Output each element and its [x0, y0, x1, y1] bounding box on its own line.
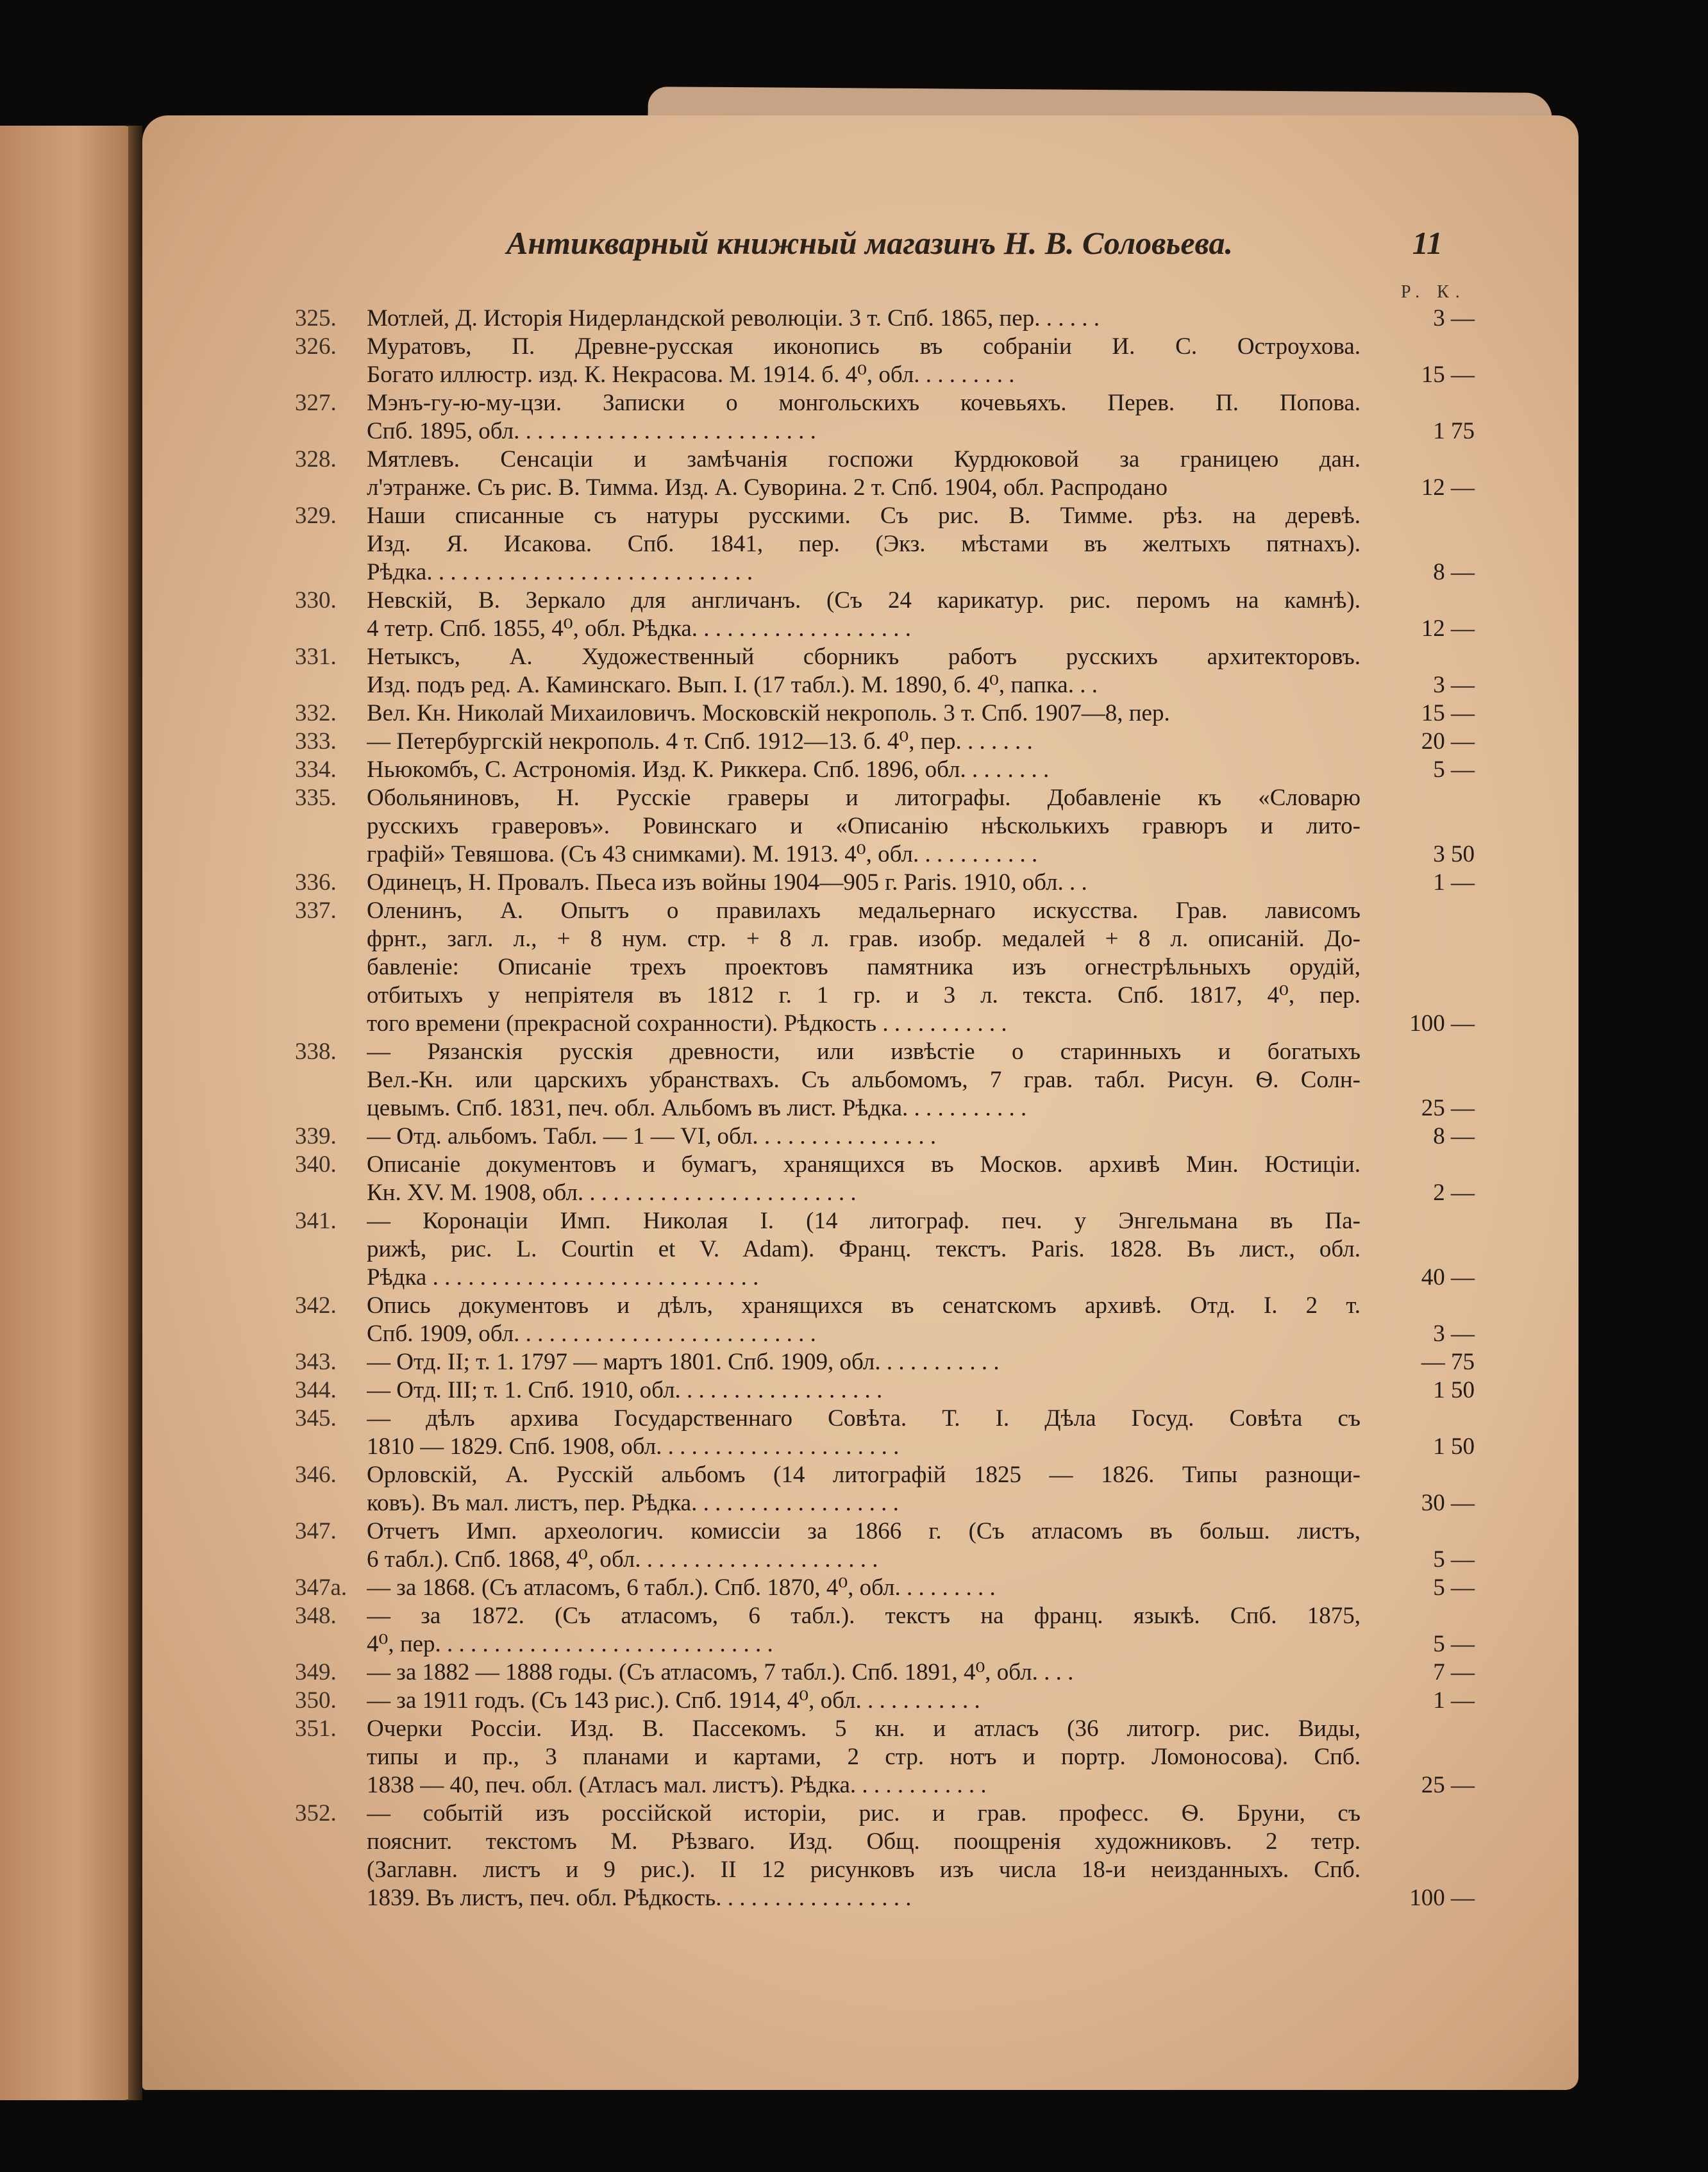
entry-price: 15 —	[1421, 700, 1475, 726]
entry-text-line: 6 табл.). Спб. 1868, 4⁰, обл. . . . . . . . . . . . . . . . . . . . .	[367, 1546, 878, 1573]
entry-text-line: 4 тетр. Спб. 1855, 4⁰, обл. Рѣдка. . . . . . . . . . . . . . . . . . .	[367, 615, 912, 642]
price-column-heading: Р. К.	[1401, 282, 1466, 302]
entry-number: 347а.	[295, 1575, 347, 1601]
entry-number: 347.	[295, 1518, 337, 1544]
entry-text-line: отбитыхъ у непріятеля въ 1812 г. 1 гр. и 3 л. текста. Спб. 1817, 4⁰, пер.	[367, 982, 1361, 1008]
catalog-entry	[295, 1038, 1475, 1123]
book-gutter	[128, 126, 142, 2100]
entry-text-line: Очерки Россіи. Изд. В. Пассекомъ. 5 кн. и атласъ (36 литогр. рис. Виды,	[367, 1716, 1361, 1742]
entry-number: 329.	[295, 503, 337, 529]
entry-number: 348.	[295, 1603, 337, 1629]
entry-text-line: Спб. 1909, обл. . . . . . . . . . . . . . . . . . . . . . . . . .	[367, 1321, 816, 1347]
entry-text-line: — за 1872. (Съ атласомъ, 6 табл.). текстъ на франц. языкѣ. Спб. 1875,	[367, 1603, 1361, 1629]
catalog-entry	[295, 1658, 1475, 1687]
entry-text-line: — Отд. альбомъ. Табл. — 1 — VI, обл. . . . . . . . . . . . . . . .	[367, 1123, 937, 1149]
entry-price: 2 —	[1433, 1180, 1475, 1206]
entry-text-line: Муратовъ, П. Древне-русская иконопись въ собраніи И. С. Остроухова.	[367, 333, 1361, 360]
entry-text-line: — за 1882 — 1888 годы. (Съ атласомъ, 7 табл.). Спб. 1891, 4⁰, обл. . . .	[367, 1659, 1074, 1685]
entry-text-line: л'этранже. Съ рис. В. Тимма. Изд. А. Суворина. 2 т. Спб. 1904, обл. Распродано	[367, 474, 1168, 501]
page-title: Антикварный книжный магазинъ Н. В. Соловьева.	[507, 225, 1234, 261]
catalog-entry	[295, 1800, 1475, 1912]
entry-number: 328.	[295, 446, 337, 472]
entry-text-line: — дѣлъ архива Государственнаго Совѣта. Т. I. Дѣла Госуд. Совѣта съ	[367, 1405, 1361, 1432]
entry-price: 5 —	[1433, 1546, 1475, 1573]
catalog-entry	[295, 869, 1475, 897]
entry-text-line: цевымъ. Спб. 1831, печ. обл. Альбомъ въ лист. Рѣдка. . . . . . . . . . .	[367, 1095, 1027, 1121]
entry-text-line: Рѣдка . . . . . . . . . . . . . . . . . . . . . . . . . . . .	[367, 1264, 759, 1291]
entry-text-line: — Отд. III; т. 1. Спб. 1910, обл. . . . . . . . . . . . . . . . . .	[367, 1377, 883, 1403]
entry-number: 341.	[295, 1208, 337, 1234]
catalog-entry	[295, 643, 1475, 699]
catalog-entry	[295, 1715, 1475, 1800]
entry-text-line: — Петербургскій некрополь. 4 т. Спб. 1912—13. б. 4⁰, пер. . . . . . .	[367, 728, 1033, 755]
entry-text-line: Изд. Я. Исакова. Спб. 1841, пер. (Экз. мѣстами въ желтыхъ пятнахъ).	[367, 531, 1361, 557]
entry-price: 3 50	[1433, 841, 1475, 867]
entry-number: 337.	[295, 898, 337, 924]
entry-number: 352.	[295, 1800, 337, 1826]
entry-text-line: графій» Тевяшова. (Съ 43 снимками). М. 1913. 4⁰, обл. . . . . . . . . . .	[367, 841, 1038, 867]
entry-text-line: Вел.-Кн. или царскихъ убранствахъ. Съ альбомомъ, 7 грав. табл. Рисун. Ѳ. Солн-	[367, 1067, 1361, 1093]
catalog-entry	[295, 1405, 1475, 1461]
catalog-entry	[295, 502, 1475, 587]
entry-number: 346.	[295, 1462, 337, 1488]
entry-text-line: того времени (прекрасной сохранности). Рѣдкость . . . . . . . . . . .	[367, 1010, 1007, 1037]
catalog-entry	[295, 446, 1475, 502]
catalog-entry	[295, 333, 1475, 389]
entry-price: 25 —	[1421, 1095, 1475, 1121]
entry-price: 3 —	[1433, 305, 1475, 331]
entry-text-line: Ньюкомбъ, С. Астрономія. Изд. К. Риккера. Спб. 1896, обл. . . . . . . .	[367, 756, 1050, 783]
entry-number: 349.	[295, 1659, 337, 1685]
entry-text-line: Мотлей, Д. Исторія Нидерландской революціи. 3 т. Спб. 1865, пер. . . . . .	[367, 305, 1100, 331]
catalog-entry	[295, 728, 1475, 756]
entry-number: 345.	[295, 1405, 337, 1432]
entry-text-line: — Отд. II; т. 1. 1797 — мартъ 1801. Спб. 1909, обл. . . . . . . . . . .	[367, 1349, 1000, 1375]
catalog-entry	[295, 1151, 1475, 1207]
entry-number: 332.	[295, 700, 337, 726]
catalog-entry	[295, 1574, 1475, 1602]
left-page-edge	[0, 126, 136, 2100]
entry-text-line: бавленіе: Описаніе трехъ проектовъ памятника изъ огнестрѣльныхъ орудій,	[367, 954, 1361, 980]
entry-number: 335.	[295, 785, 337, 811]
entry-text-line: Орловскій, А. Русскій альбомъ (14 литографій 1825 — 1826. Типы разнощи-	[367, 1462, 1361, 1488]
entry-number: 351.	[295, 1716, 337, 1742]
entry-number: 338.	[295, 1039, 337, 1065]
entry-text-line: 1839. Въ листъ, печ. обл. Рѣдкость. . . . . . . . . . . . . . . . .	[367, 1885, 912, 1911]
entry-number: 331.	[295, 644, 337, 670]
entry-number: 325.	[295, 305, 337, 331]
entry-price: 1 75	[1433, 418, 1475, 444]
entry-text-line: типы и пр., 3 планами и картами, 2 стр. нотъ и портр. Ломоносова). Спб.	[367, 1744, 1361, 1770]
entry-price: 1 —	[1433, 1687, 1475, 1714]
entry-price: 8 —	[1433, 1123, 1475, 1149]
entry-price: 1 50	[1433, 1377, 1475, 1403]
entry-number: 350.	[295, 1687, 337, 1714]
entry-price: 8 —	[1433, 559, 1475, 585]
entry-number: 333.	[295, 728, 337, 755]
entry-text-line: ковъ). Въ мал. листъ, пер. Рѣдка. . . . . . . . . . . . . . . . . .	[367, 1490, 899, 1516]
catalog-entry	[295, 1687, 1475, 1715]
entry-price: 12 —	[1421, 615, 1475, 642]
entry-text-line: Изд. подъ ред. А. Каминскаго. Вып. I. (17 табл.). М. 1890, б. 4⁰, папка. . .	[367, 672, 1098, 698]
entry-text-line: — за 1868. (Съ атласомъ, 6 табл.). Спб. 1870, 4⁰, обл. . . . . . . . .	[367, 1575, 996, 1601]
entry-text-line: Спб. 1895, обл. . . . . . . . . . . . . . . . . . . . . . . . . .	[367, 418, 816, 444]
entry-text-line: Вел. Кн. Николай Михаиловичъ. Московскій некрополь. 3 т. Спб. 1907—8, пер.	[367, 700, 1170, 726]
entry-text-line: 1810 — 1829. Спб. 1908, обл. . . . . . . . . . . . . . . . . . . . .	[367, 1433, 900, 1460]
catalog-entry	[295, 756, 1475, 784]
entry-price: 25 —	[1421, 1772, 1475, 1798]
catalog-entry	[295, 699, 1475, 728]
catalog-entry	[295, 1207, 1475, 1292]
entry-text-line: Наши списанные съ натуры русскими. Съ рис. В. Тимме. рѣз. на деревѣ.	[367, 503, 1361, 529]
entry-price: 3 —	[1433, 672, 1475, 698]
entry-text-line: 4⁰, пер. . . . . . . . . . . . . . . . . . . . . . . . . . . . .	[367, 1631, 773, 1657]
entry-text-line: — за 1911 годъ. (Съ 143 рис.). Спб. 1914, 4⁰, обл. . . . . . . . . . .	[367, 1687, 980, 1714]
catalog-entry	[295, 1123, 1475, 1151]
entry-price: 1 —	[1433, 869, 1475, 896]
catalog-entry	[295, 1461, 1475, 1517]
catalog-entry	[295, 897, 1475, 1038]
entry-text-line: — Рязанскія русскія древности, или извѣстіе о старинныхъ и богатыхъ	[367, 1039, 1361, 1065]
entry-number: 342.	[295, 1292, 337, 1319]
entry-number: 330.	[295, 587, 337, 614]
page-number: 11	[1412, 225, 1443, 261]
entry-price: 20 —	[1421, 728, 1475, 755]
entry-price: 1 50	[1433, 1433, 1475, 1460]
entry-number: 339.	[295, 1123, 337, 1149]
entry-text-line: пояснит. текстомъ М. Рѣзваго. Изд. Общ. поощренія художниковъ. 2 тетр.	[367, 1828, 1361, 1855]
entry-number: 326.	[295, 333, 337, 360]
entry-price: — 75	[1421, 1349, 1475, 1375]
entry-text-line: Оленинъ, А. Опытъ о правилахъ медальернаго искусства. Грав. лависомъ	[367, 898, 1361, 924]
entry-text-line: — событій изъ россійской исторіи, рис. и грав. професс. Ѳ. Бруни, съ	[367, 1800, 1361, 1826]
entry-text-line: Обольяниновъ, Н. Русскіе граверы и литографы. Добавленіе къ «Словарю	[367, 785, 1361, 811]
entry-text-line: Богато иллюстр. изд. К. Некрасова. М. 1914. б. 4⁰, обл. . . . . . . . .	[367, 362, 1015, 388]
entry-price: 5 —	[1433, 1631, 1475, 1657]
catalog-entry	[295, 1376, 1475, 1405]
catalog-entry	[295, 389, 1475, 446]
entry-price: 5 —	[1433, 1575, 1475, 1601]
entry-text-line: — Коронаціи Имп. Николая I. (14 литограф. печ. у Энгельмана въ Па-	[367, 1208, 1361, 1234]
entry-text-line: Опись документовъ и дѣлъ, хранящихся въ сенатскомъ архивѣ. Отд. I. 2 т.	[367, 1292, 1361, 1319]
entry-text-line: 1838 — 40, печ. обл. (Атласъ мал. листъ). Рѣдка. . . . . . . . . . . .	[367, 1772, 987, 1798]
entry-number: 327.	[295, 390, 337, 416]
entry-number: 336.	[295, 869, 337, 896]
entry-price: 100 —	[1409, 1885, 1475, 1911]
entry-text-line: русскихъ граверовъ». Ровинскаго и «Описанію нѣсколькихъ гравюръ и лито-	[367, 813, 1361, 839]
entry-text-line: рижѣ, рис. L. Courtin et V. Adam). Франц. текстъ. Paris. 1828. Въ лист., обл.	[367, 1236, 1361, 1262]
entry-price: 3 —	[1433, 1321, 1475, 1347]
entry-number: 340.	[295, 1151, 337, 1178]
entry-price: 100 —	[1409, 1010, 1475, 1037]
entry-text-line: (Заглавн. листъ и 9 рис.). II 12 рисунковъ изъ числа 18-и неизданныхъ. Спб.	[367, 1857, 1361, 1883]
running-header	[507, 224, 1443, 269]
entry-text-line: Невскій, В. Зеркало для англичанъ. (Съ 24 карикатур. рис. перомъ на камнѣ).	[367, 587, 1361, 614]
entry-number: 334.	[295, 756, 337, 783]
catalog-entry	[295, 1292, 1475, 1348]
entry-price: 7 —	[1433, 1659, 1475, 1685]
entry-text-line: фрнт., загл. л., + 8 нум. стр. + 8 л. грав. изобр. медалей + 8 л. описаній. До-	[367, 926, 1361, 952]
entry-number: 344.	[295, 1377, 337, 1403]
entry-text-line: Мэнъ-гу-ю-му-цзи. Записки о монгольскихъ кочевьяхъ. Перев. П. Попова.	[367, 390, 1361, 416]
catalog-entries	[295, 305, 1475, 1912]
entry-text-line: Кн. XV. М. 1908, обл. . . . . . . . . . . . . . . . . . . . . . . .	[367, 1180, 857, 1206]
entry-number: 343.	[295, 1349, 337, 1375]
catalog-entry	[295, 305, 1475, 333]
entry-text-line: Рѣдка. . . . . . . . . . . . . . . . . . . . . . . . . . . .	[367, 559, 753, 585]
entry-text-line: Мятлевъ. Сенсаціи и замѣчанія госпожи Курдюковой за границею дан.	[367, 446, 1361, 472]
entry-price: 30 —	[1421, 1490, 1475, 1516]
entry-text-line: Нетыксъ, А. Художественный сборникъ работъ русскихъ архитекторовъ.	[367, 644, 1361, 670]
entry-text-line: Описаніе документовъ и бумагъ, хранящихся въ Москов. архивѣ Мин. Юстиціи.	[367, 1151, 1361, 1178]
catalog-entry	[295, 1602, 1475, 1658]
entry-price: 5 —	[1433, 756, 1475, 783]
entry-text-line: Одинецъ, Н. Провалъ. Пьеса изъ войны 1904—905 г. Paris. 1910, обл. . .	[367, 869, 1087, 896]
catalog-entry	[295, 1348, 1475, 1376]
catalog-entry	[295, 1517, 1475, 1574]
entry-price: 40 —	[1421, 1264, 1475, 1291]
entry-price: 15 —	[1421, 362, 1475, 388]
entry-text-line: Отчетъ Имп. археологич. комиссіи за 1866 г. (Съ атласомъ въ больш. листъ,	[367, 1518, 1361, 1544]
catalog-entry	[295, 587, 1475, 643]
catalog-entry	[295, 784, 1475, 869]
entry-price: 12 —	[1421, 474, 1475, 501]
